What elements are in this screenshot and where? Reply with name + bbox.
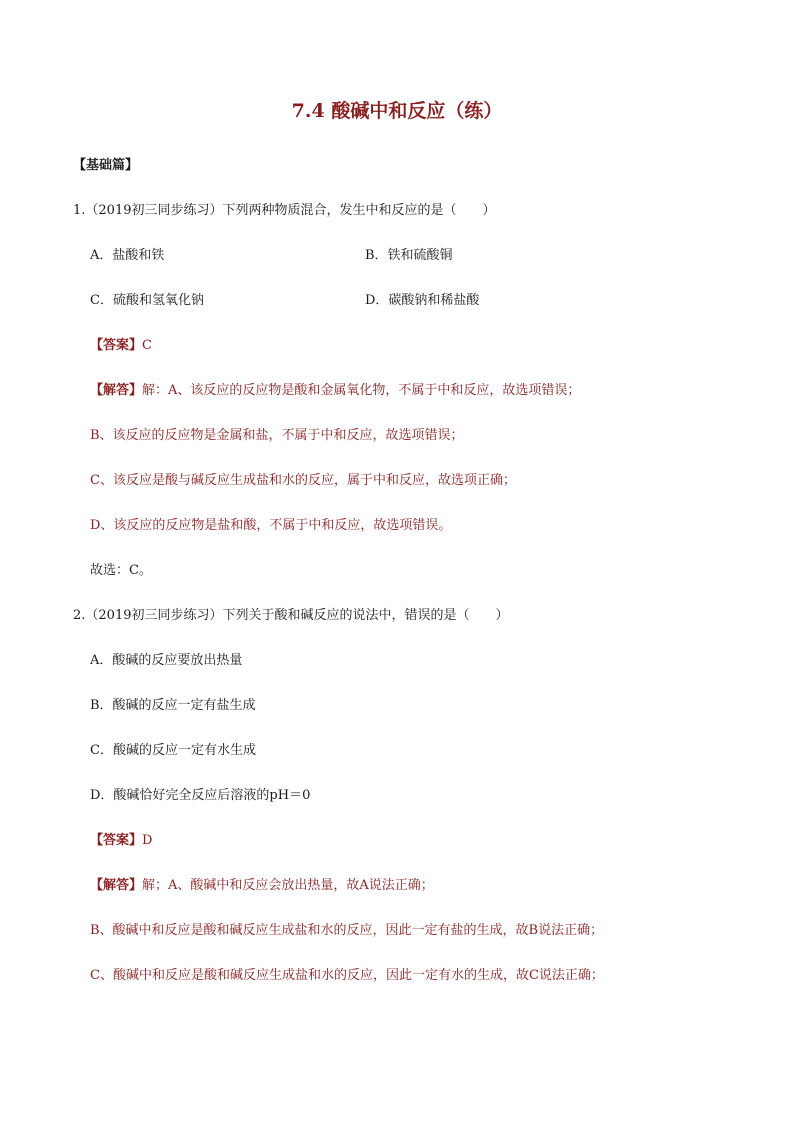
answer-value: C [142, 338, 152, 353]
answer-value: D [142, 833, 153, 848]
question-1-conclusion: 故选：C。 [90, 563, 152, 578]
question-1-stem: 1.（2019初三同步练习）下列两种物质混合，发生中和反应的是（ ） [73, 203, 496, 218]
page-title: 7.4 酸碱中和反应（练） [291, 100, 503, 122]
question-1-answer [90, 337, 152, 355]
explain-text: 解；A、酸碱中和反应会放出热量，故A说法正确； [142, 878, 434, 893]
explain-tag: 【解答】 [90, 383, 143, 398]
question-1-option-d: D．碳酸钠和稀盐酸 [365, 293, 480, 308]
question-2-option-b: B．酸碱的反应一定有盐生成 [90, 698, 256, 713]
question-2-explanation-line-2: B、酸碱中和反应是酸和碱反应生成盐和水的反应，因此一定有盐的生成，故B说法正确； [90, 923, 604, 938]
question-2-explanation-line-3: C、酸碱中和反应是酸和碱反应生成盐和水的反应，因此一定有水的生成，故C说法正确； [90, 968, 604, 983]
question-2-option-a: A．酸碱的反应要放出热量 [90, 653, 243, 668]
question-1-explanation-line-2: B、该反应的反应物是金属和盐，不属于中和反应，故选项错误； [90, 428, 464, 443]
explain-text: 解：A、该反应的反应物是酸和金属氧化物，不属于中和反应，故选项错误； [142, 383, 581, 398]
question-1-option-b: B．铁和硫酸铜 [365, 248, 453, 263]
explain-tag: 【解答】 [90, 878, 143, 893]
question-1-explanation-line-3: C、该反应是酸与碱反应生成盐和水的反应，属于中和反应，故选项正确； [90, 473, 516, 488]
question-1-explanation-line-4: D、该反应的反应物是盐和酸，不属于中和反应，故选项错误。 [90, 518, 452, 533]
section-heading: 【基础篇】 [73, 158, 139, 173]
question-1-option-c: C．硫酸和氢氧化钠 [90, 293, 204, 308]
question-1-option-a: A．盐酸和铁 [90, 248, 165, 263]
question-2-stem: 2.（2019初三同步练习）下列关于酸和碱反应的说法中，错误的是（ ） [73, 608, 509, 623]
question-2-answer [90, 832, 152, 850]
question-1-explanation-line-1 [90, 382, 580, 400]
question-2-explanation-line-1 [90, 877, 434, 895]
answer-tag: 【答案】 [90, 833, 143, 848]
question-2-option-d: D．酸碱恰好完全反应后溶液的pH＝0 [90, 788, 311, 803]
answer-tag: 【答案】 [90, 338, 143, 353]
question-2-option-c: C．酸碱的反应一定有水生成 [90, 743, 256, 758]
